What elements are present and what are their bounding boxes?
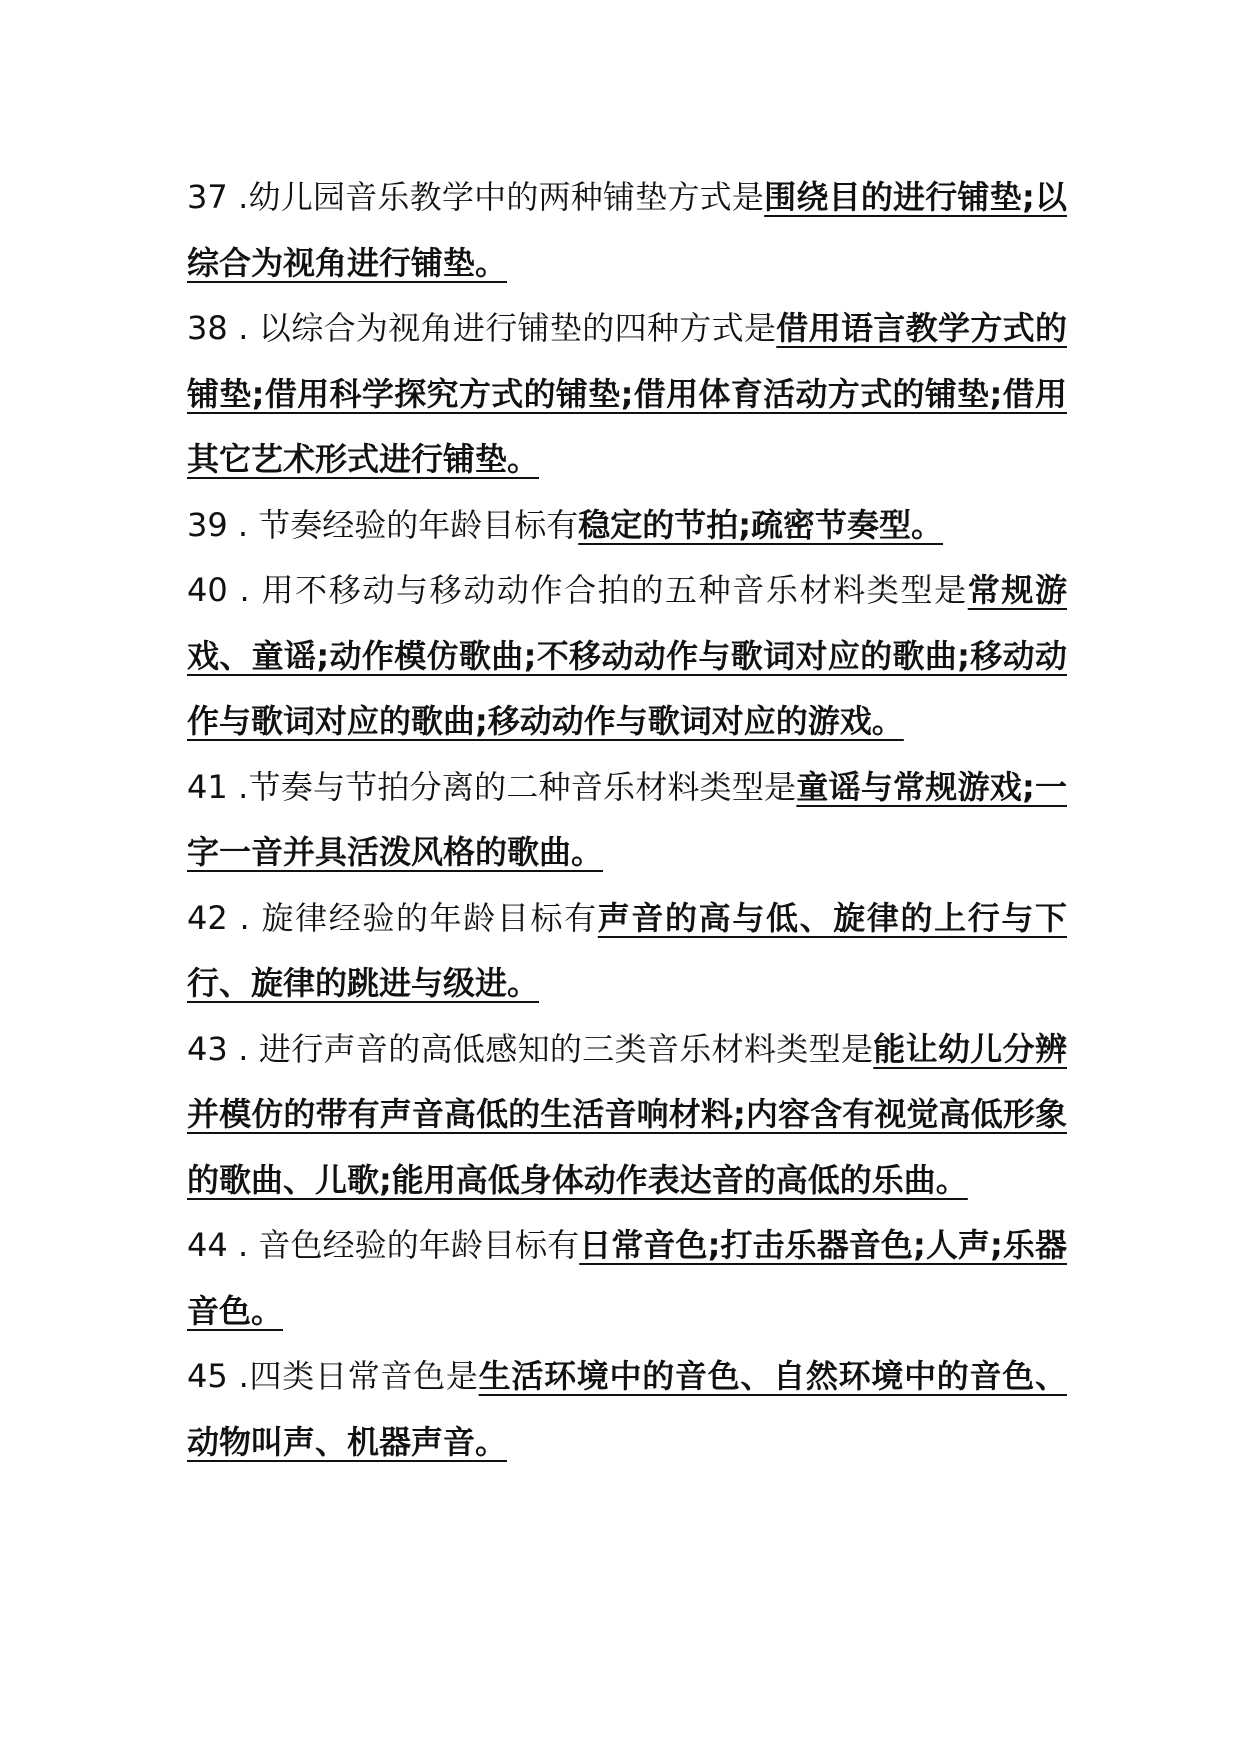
item-question: . 进行声音的高低感知的三类音乐材料类型是 [227, 1029, 874, 1068]
item-number: 43 [187, 1029, 228, 1068]
item-question: . 以综合为视角进行铺垫的四种方式是 [227, 309, 777, 347]
item-question: . 音色经验的年龄目标有 [227, 1226, 580, 1264]
qa-item-45 [187, 1344, 1067, 1475]
qa-item-37 [187, 165, 1067, 296]
item-answer: 常规游戏、童谣;动作模仿歌曲;不移动动作与歌词对应的歌曲;移动动作与歌词对应的歌曲;移动动作与歌词对应的游戏。 [187, 571, 1067, 740]
item-answer: 围绕目的进行铺垫;以综合为视角进行铺垫。 [187, 178, 1067, 282]
item-answer: 生活环境中的音色、自然环境中的音色、动物叫声、机器声音。 [187, 1357, 1067, 1461]
item-question: . 用不移动与移动动作合拍的五种音乐材料类型是 [227, 571, 968, 609]
qa-item-43 [187, 1017, 1067, 1214]
item-number: 37 [187, 178, 228, 216]
item-question: .节奏与节拍分离的二种音乐材料类型是 [227, 767, 797, 806]
qa-item-42 [187, 886, 1067, 1017]
item-number: 38 [187, 309, 228, 347]
item-question: .四类日常音色是 [227, 1357, 479, 1395]
item-answer: 能让幼儿分辨并模仿的带有声音高低的生活音响材料;内容含有视觉高低形象的歌曲、儿歌;能用高低身体动作表达音的高低的乐曲。 [187, 1029, 1067, 1199]
qa-item-41 [187, 755, 1067, 886]
document-page [187, 165, 1067, 1475]
item-question: . 节奏经验的年龄目标有 [227, 505, 579, 544]
item-answer: 借用语言教学方式的铺垫;借用科学探究方式的铺垫;借用体育活动方式的铺垫;借用其它艺术形式进行铺垫。 [187, 309, 1067, 478]
item-question: .幼儿园音乐教学中的两种铺垫方式是 [227, 178, 765, 216]
item-number: 40 [187, 571, 228, 609]
item-number: 39 [187, 505, 228, 544]
item-question: . 旋律经验的年龄目标有 [227, 898, 598, 937]
item-answer: 童谣与常规游戏;一字一音并具活泼风格的歌曲。 [187, 767, 1067, 871]
item-number: 42 [187, 898, 228, 937]
item-number: 44 [187, 1226, 228, 1264]
item-answer: 声音的高与低、旋律的上行与下行、旋律的跳进与级进。 [187, 898, 1067, 1002]
qa-item-40 [187, 558, 1067, 755]
qa-item-39 [187, 493, 1067, 559]
qa-item-38 [187, 296, 1067, 493]
item-number: 45 [187, 1357, 228, 1395]
qa-item-44 [187, 1213, 1067, 1344]
item-answer: 稳定的节拍;疏密节奏型。 [578, 505, 944, 544]
item-answer: 日常音色;打击乐器音色;人声;乐器音色。 [187, 1226, 1067, 1330]
item-number: 41 [187, 767, 228, 806]
